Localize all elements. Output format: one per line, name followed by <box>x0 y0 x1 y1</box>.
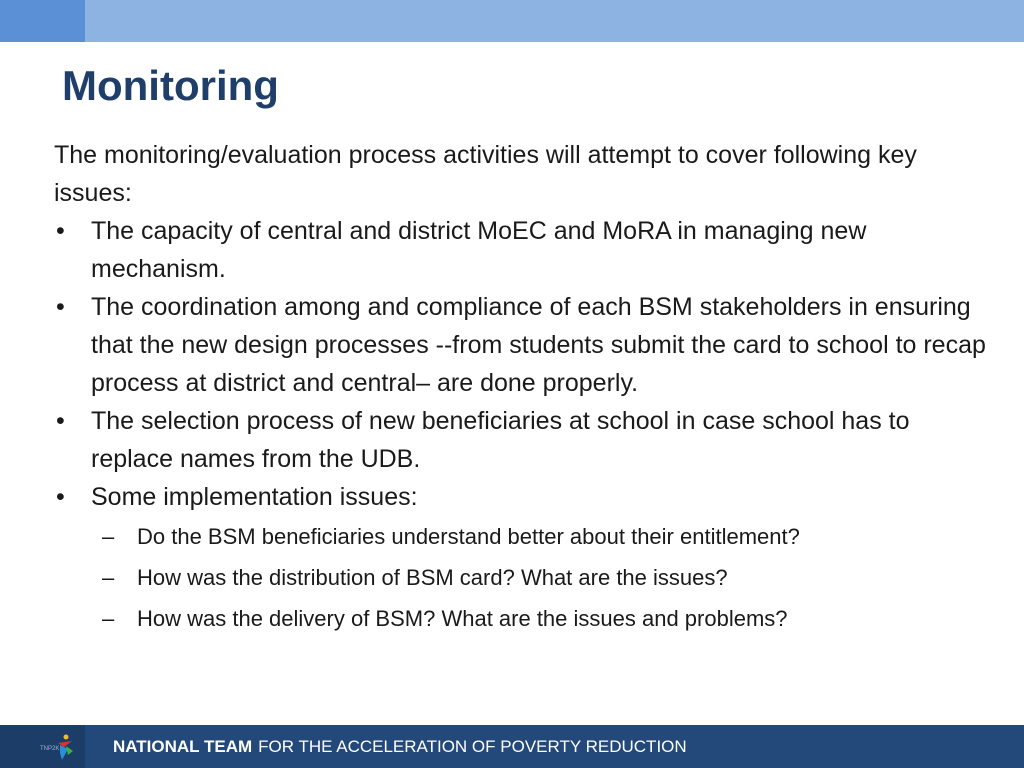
bullet-item: • The coordination among and compliance of each BSM stakeholders in ensuring that the new design processes --from students submit the card to school to recap process at district and central– are done properly. <box>54 288 994 402</box>
svg-text:TNP2K: TNP2K <box>40 746 60 752</box>
slide-title: Monitoring <box>62 62 279 109</box>
top-bar-accent <box>0 0 85 42</box>
footer-text <box>113 737 687 757</box>
sub-bullet-item: – How was the distribution of BSM card? What are the issues? <box>54 557 994 598</box>
footer-logo-area <box>0 725 85 768</box>
bullet-item: • Some implementation issues: <box>54 478 994 516</box>
bullet-item: • The capacity of central and district MoEC and MoRA in managing new mechanism. <box>54 212 994 288</box>
intro-text: The monitoring/evaluation process activities will attempt to cover following key issues: <box>54 141 917 207</box>
top-bar <box>0 0 1024 42</box>
sub-bullet-item: – How was the delivery of BSM? What are the issues and problems? <box>54 598 994 639</box>
footer-bar <box>0 725 1024 768</box>
footer-rest-text: FOR THE ACCELERATION OF POVERTY REDUCTION <box>258 737 687 756</box>
bullet-item: • The selection process of new beneficiaries at school in case school has to replace names from the UDB. <box>54 402 994 478</box>
tnp2k-logo-icon <box>40 733 76 761</box>
bullet-list <box>54 212 994 639</box>
footer-bold-text: NATIONAL TEAM <box>113 737 253 756</box>
sub-bullet-item: – Do the BSM beneficiaries understand better about their entitlement? <box>54 516 994 557</box>
slide-body <box>54 136 994 639</box>
